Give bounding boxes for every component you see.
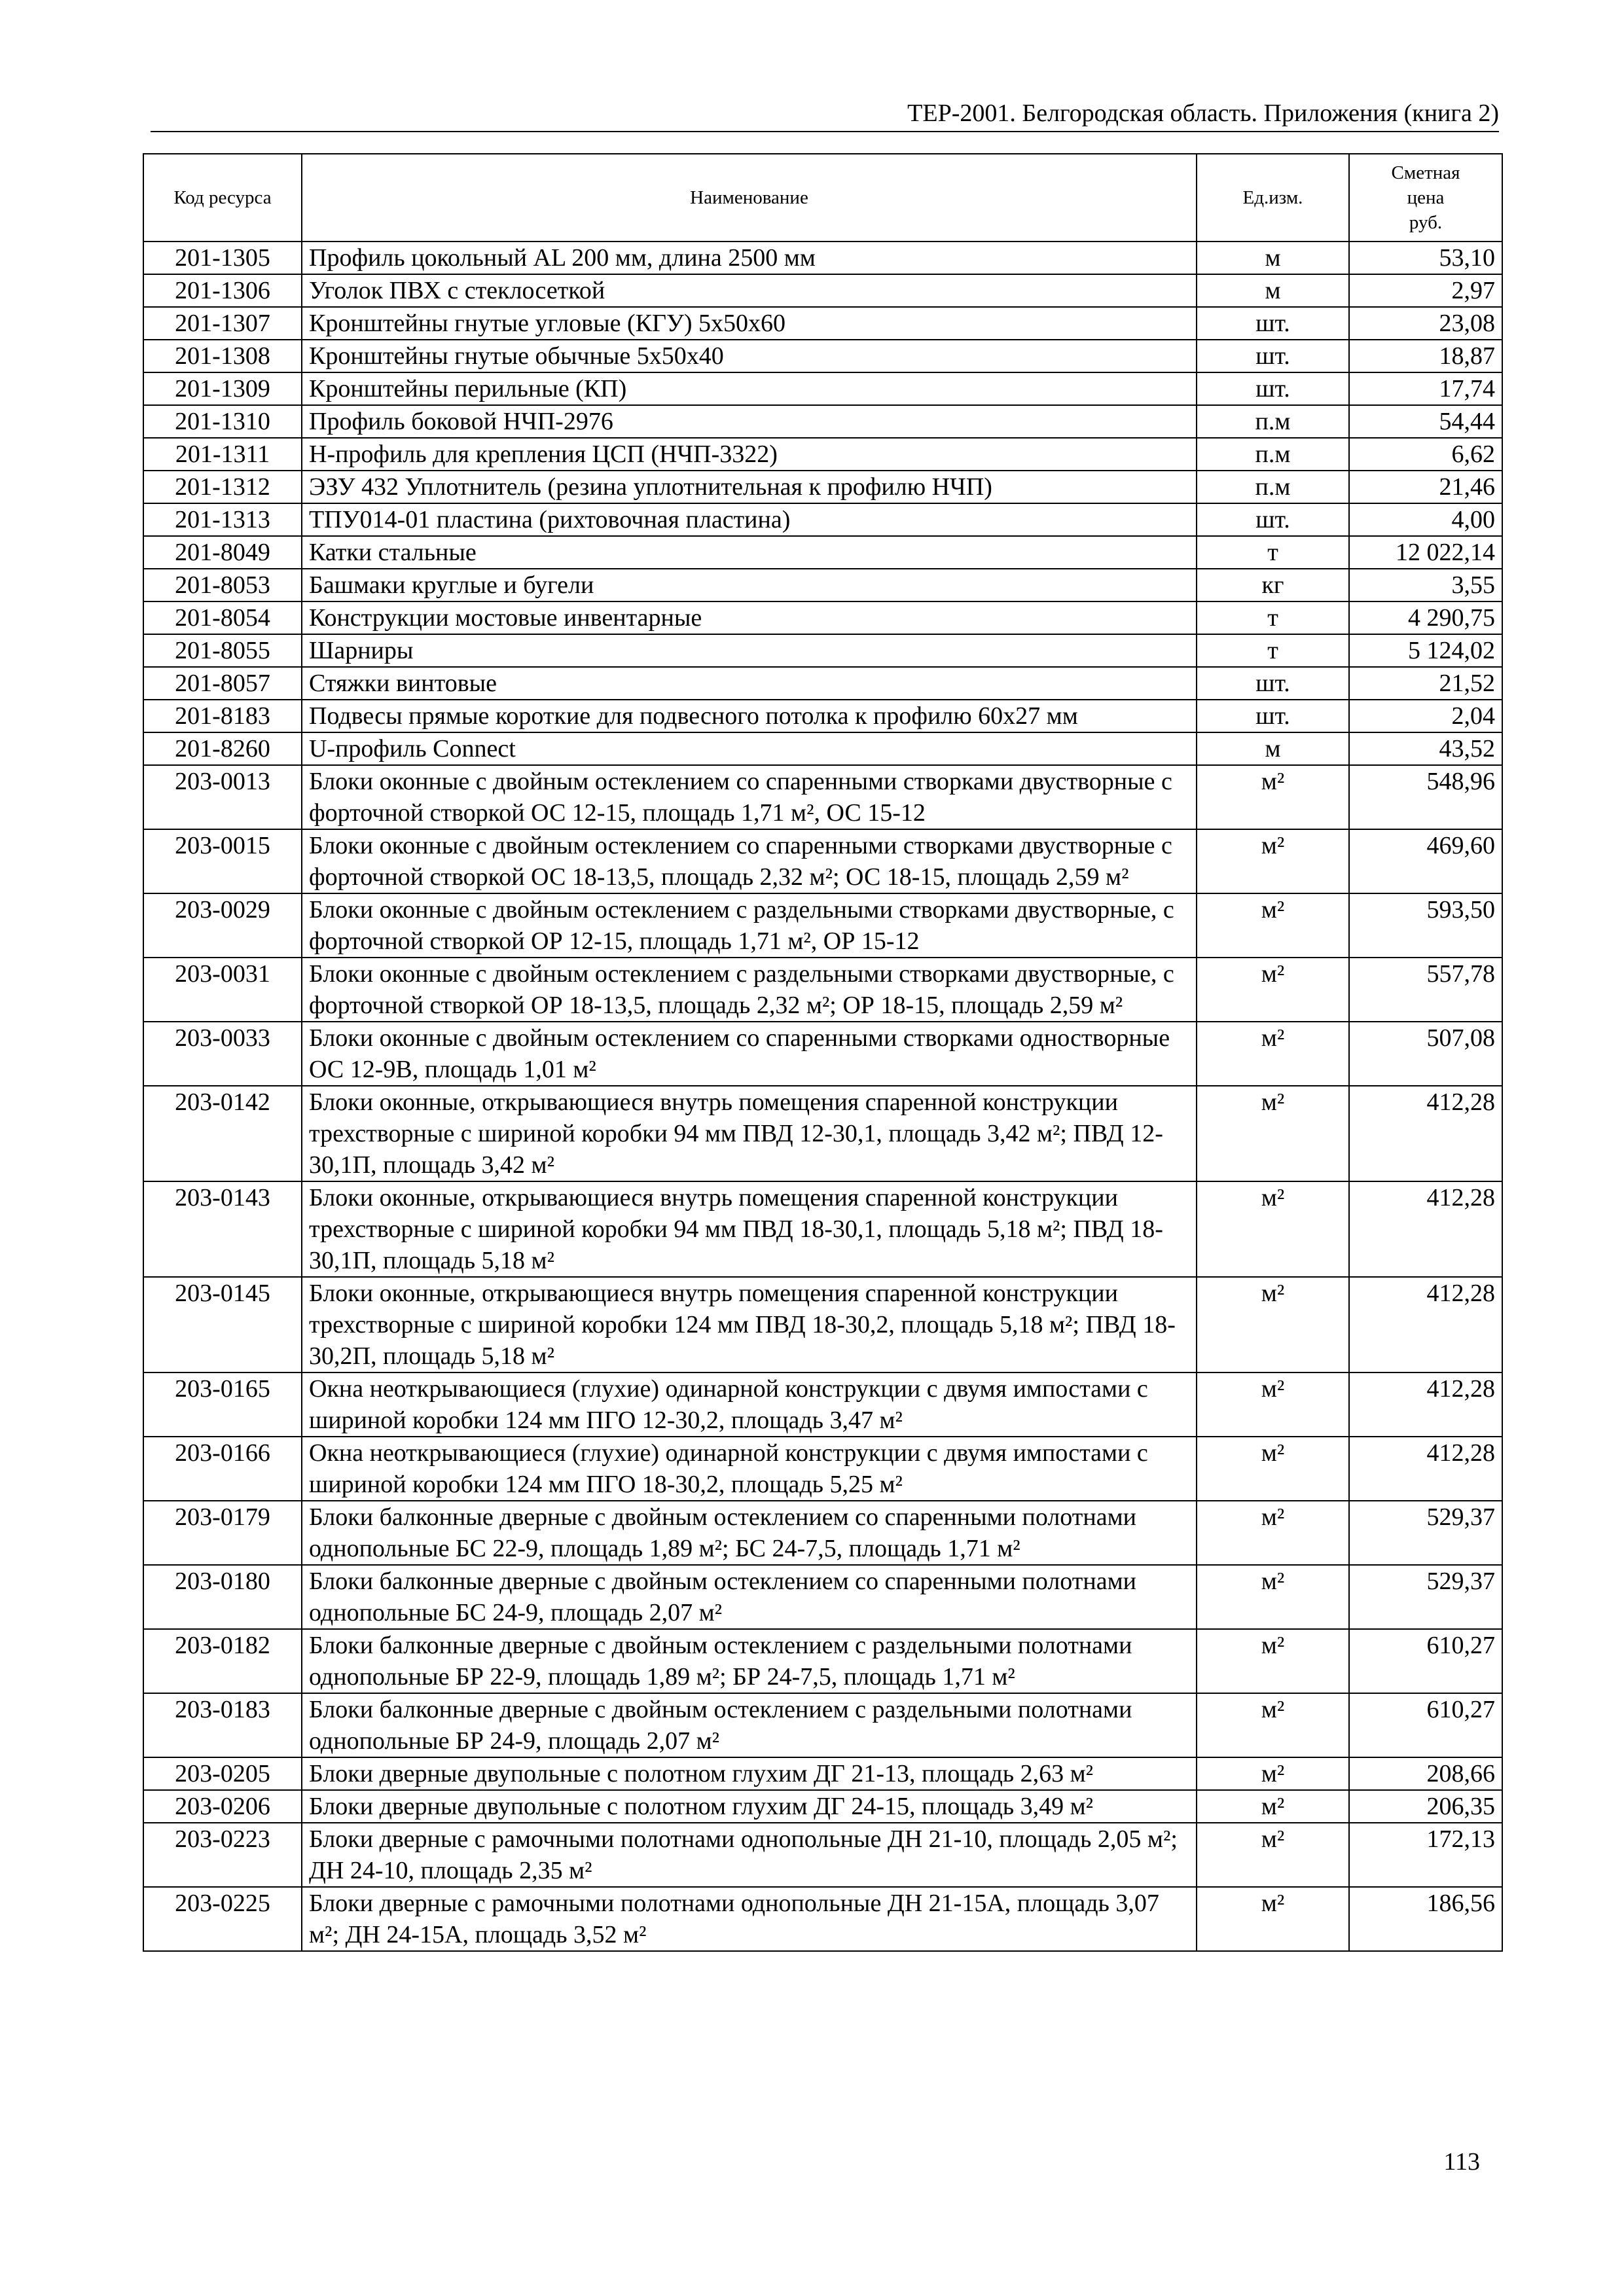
page-number: 113	[1443, 2148, 1480, 2176]
resource-code-cell: 201-8260	[143, 732, 302, 765]
resource-code-cell: 201-8057	[143, 667, 302, 700]
resource-name-cell: Кронштейны гнутые угловые (КГУ) 5х50х60	[302, 307, 1197, 340]
price-cell: 4 290,75	[1349, 601, 1502, 634]
price-cell: 5 124,02	[1349, 634, 1502, 667]
resource-name-cell: Блоки балконные дверные с двойным остеклением со спаренными полотнами однопольные БС 24-9, площадь 2,07 м²	[302, 1565, 1197, 1629]
page-header	[151, 98, 1499, 132]
unit-cell: м²	[1197, 958, 1349, 1022]
unit-cell: т	[1197, 601, 1349, 634]
table-row	[143, 536, 1502, 569]
price-cell: 412,28	[1349, 1372, 1502, 1437]
price-cell: 412,28	[1349, 1277, 1502, 1372]
table-row	[143, 1757, 1502, 1790]
resource-code-cell: 203-0143	[143, 1181, 302, 1277]
table-row	[143, 700, 1502, 732]
resource-name-cell: Блоки балконные дверные с двойным остеклением с раздельными полотнами однопольные БР 24-9, площадь 2,07 м²	[302, 1693, 1197, 1757]
price-cell: 21,46	[1349, 471, 1502, 503]
resource-name-cell: Кронштейны гнутые обычные 5х50х40	[302, 340, 1197, 372]
price-cell: 610,27	[1349, 1693, 1502, 1757]
table-row	[143, 1887, 1502, 1951]
resource-name-cell: Блоки оконные, открывающиеся внутрь помещения спаренной конструкции трехстворные с шириной коробки 94 мм ПВД 18-30,1, площадь 5,18 м²; ПВД 18-30,1П, площадь 5,18 м²	[302, 1181, 1197, 1277]
resource-name-cell: Профиль цокольный AL 200 мм, длина 2500 мм	[302, 242, 1197, 274]
price-cell: 412,28	[1349, 1086, 1502, 1181]
document-title: ТЕР-2001. Белгородская область. Приложения (книга 2)	[907, 99, 1499, 127]
resource-name-cell: Блоки оконные с двойным остеклением со спаренными створками двустворные с форточной створкой ОС 18-13,5, площадь 2,32 м²; ОС 18-15, площадь 2,59 м²	[302, 829, 1197, 893]
table-row	[143, 601, 1502, 634]
table-row	[143, 1181, 1502, 1277]
unit-cell: м	[1197, 242, 1349, 274]
table-row	[143, 958, 1502, 1022]
unit-cell: м²	[1197, 1086, 1349, 1181]
unit-cell: п.м	[1197, 471, 1349, 503]
unit-cell: м²	[1197, 1823, 1349, 1887]
unit-cell: м²	[1197, 829, 1349, 893]
resource-name-cell: Блоки оконные с двойным остеклением с раздельными створками двустворные, с форточной створкой ОР 18-13,5, площадь 2,32 м²; ОР 18-15, площадь 2,59 м²	[302, 958, 1197, 1022]
resource-code-cell: 201-8055	[143, 634, 302, 667]
unit-cell: шт.	[1197, 372, 1349, 405]
unit-cell: м²	[1197, 1022, 1349, 1086]
unit-cell: м²	[1197, 1372, 1349, 1437]
price-cell: 2,04	[1349, 700, 1502, 732]
table-row	[143, 1693, 1502, 1757]
unit-cell: т	[1197, 634, 1349, 667]
price-cell: 593,50	[1349, 893, 1502, 958]
price-cell: 17,74	[1349, 372, 1502, 405]
table-header-row	[143, 154, 1502, 242]
resource-name-cell: U-профиль Connect	[302, 732, 1197, 765]
resource-code-cell: 201-1311	[143, 438, 302, 471]
resource-code-cell: 203-0205	[143, 1757, 302, 1790]
resource-code-cell: 203-0182	[143, 1629, 302, 1693]
resource-code-cell: 203-0015	[143, 829, 302, 893]
resource-name-cell: ЭЗУ 432 Уплотнитель (резина уплотнительная к профилю НЧП)	[302, 471, 1197, 503]
resource-code-cell: 201-8053	[143, 569, 302, 601]
resource-name-cell: Уголок ПВХ с стеклосеткой	[302, 274, 1197, 307]
table-row	[143, 438, 1502, 471]
unit-cell: м²	[1197, 1277, 1349, 1372]
resource-code-cell: 203-0142	[143, 1086, 302, 1181]
price-cell: 54,44	[1349, 405, 1502, 438]
resource-code-cell: 201-1308	[143, 340, 302, 372]
resource-name-cell: Блоки оконные, открывающиеся внутрь помещения спаренной конструкции трехстворные с шириной коробки 124 мм ПВД 18-30,2, площадь 5,18 м²; ПВД 18-30,2П, площадь 5,18 м²	[302, 1277, 1197, 1372]
table-row	[143, 1501, 1502, 1565]
resource-code-cell: 203-0013	[143, 765, 302, 829]
resource-code-cell: 201-8183	[143, 700, 302, 732]
resource-name-cell: Окна неоткрывающиеся (глухие) одинарной конструкции с двумя импостами с шириной коробки 124 мм ПГО 18-30,2, площадь 5,25 м²	[302, 1437, 1197, 1501]
resource-name-cell: Блоки оконные с двойным остеклением с раздельными створками двустворные, с форточной створкой ОР 12-15, площадь 1,71 м², ОР 15-12	[302, 893, 1197, 958]
column-header-code: Код ресурса	[143, 154, 302, 242]
table-row	[143, 405, 1502, 438]
table-row	[143, 893, 1502, 958]
unit-cell: м²	[1197, 1501, 1349, 1565]
unit-cell: м	[1197, 732, 1349, 765]
resource-code-cell: 201-8049	[143, 536, 302, 569]
price-cell: 557,78	[1349, 958, 1502, 1022]
unit-cell: м²	[1197, 1693, 1349, 1757]
price-cell: 53,10	[1349, 242, 1502, 274]
resource-code-cell: 203-0206	[143, 1790, 302, 1823]
resource-name-cell: Блоки дверные с рамочными полотнами однопольные ДН 21-15А, площадь 3,07 м²; ДН 24-15А, площадь 3,52 м²	[302, 1887, 1197, 1951]
unit-cell: м²	[1197, 1629, 1349, 1693]
resource-name-cell: Профиль боковой НЧП-2976	[302, 405, 1197, 438]
resource-name-cell: Блоки оконные, открывающиеся внутрь помещения спаренной конструкции трехстворные с шириной коробки 94 мм ПВД 12-30,1, площадь 3,42 м²; ПВД 12-30,1П, площадь 3,42 м²	[302, 1086, 1197, 1181]
price-cell: 12 022,14	[1349, 536, 1502, 569]
resource-name-cell: Подвесы прямые короткие для подвесного потолка к профилю 60х27 мм	[302, 700, 1197, 732]
table-row	[143, 732, 1502, 765]
price-cell: 412,28	[1349, 1181, 1502, 1277]
price-cell: 208,66	[1349, 1757, 1502, 1790]
table-row	[143, 1823, 1502, 1887]
table-row	[143, 1086, 1502, 1181]
table-row	[143, 1022, 1502, 1086]
resource-name-cell: Блоки балконные дверные с двойным остеклением со спаренными полотнами однопольные БС 22-9, площадь 1,89 м²; БС 24-7,5, площадь 1,71 м²	[302, 1501, 1197, 1565]
resource-code-cell: 201-1313	[143, 503, 302, 536]
resource-name-cell: Стяжки винтовые	[302, 667, 1197, 700]
resource-code-cell: 201-1312	[143, 471, 302, 503]
price-cell: 18,87	[1349, 340, 1502, 372]
unit-cell: шт.	[1197, 340, 1349, 372]
unit-cell: п.м	[1197, 438, 1349, 471]
table-row	[143, 1437, 1502, 1501]
table-row	[143, 765, 1502, 829]
column-header-unit: Ед.изм.	[1197, 154, 1349, 242]
unit-cell: м²	[1197, 1181, 1349, 1277]
unit-cell: т	[1197, 536, 1349, 569]
price-cell: 21,52	[1349, 667, 1502, 700]
resource-name-cell: Н-профиль для крепления ЦСП (НЧП-3322)	[302, 438, 1197, 471]
table-row	[143, 1565, 1502, 1629]
table-row	[143, 340, 1502, 372]
table-row	[143, 829, 1502, 893]
unit-cell: м²	[1197, 765, 1349, 829]
resource-name-cell: Катки стальные	[302, 536, 1197, 569]
table-row	[143, 1277, 1502, 1372]
unit-cell: шт.	[1197, 667, 1349, 700]
resource-name-cell: Блоки дверные двупольные с полотном глухим ДГ 21-13, площадь 2,63 м²	[302, 1757, 1197, 1790]
table-row	[143, 242, 1502, 274]
resource-code-cell: 203-0183	[143, 1693, 302, 1757]
price-cell: 529,37	[1349, 1565, 1502, 1629]
unit-cell: м²	[1197, 1757, 1349, 1790]
resource-name-cell: Конструкции мостовые инвентарные	[302, 601, 1197, 634]
unit-cell: шт.	[1197, 700, 1349, 732]
table-body	[143, 242, 1502, 1951]
price-cell: 412,28	[1349, 1437, 1502, 1501]
unit-cell: м²	[1197, 1565, 1349, 1629]
resource-name-cell: Окна неоткрывающиеся (глухие) одинарной конструкции с двумя импостами с шириной коробки 124 мм ПГО 12-30,2, площадь 3,47 м²	[302, 1372, 1197, 1437]
resource-name-cell: ТПУ014-01 пластина (рихтовочная пластина)	[302, 503, 1197, 536]
price-cell: 469,60	[1349, 829, 1502, 893]
price-cell: 186,56	[1349, 1887, 1502, 1951]
resource-code-cell: 201-1310	[143, 405, 302, 438]
resource-code-cell: 203-0033	[143, 1022, 302, 1086]
table-row	[143, 372, 1502, 405]
resource-code-cell: 203-0180	[143, 1565, 302, 1629]
resource-code-cell: 203-0166	[143, 1437, 302, 1501]
unit-cell: п.м	[1197, 405, 1349, 438]
unit-cell: м²	[1197, 1437, 1349, 1501]
table-row	[143, 1790, 1502, 1823]
resource-code-cell: 203-0179	[143, 1501, 302, 1565]
table-row	[143, 1629, 1502, 1693]
unit-cell: м	[1197, 274, 1349, 307]
resource-name-cell: Блоки дверные двупольные с полотном глухим ДГ 24-15, площадь 3,49 м²	[302, 1790, 1197, 1823]
unit-cell: кг	[1197, 569, 1349, 601]
resource-code-cell: 203-0165	[143, 1372, 302, 1437]
price-cell: 2,97	[1349, 274, 1502, 307]
table-row	[143, 569, 1502, 601]
unit-cell: шт.	[1197, 307, 1349, 340]
unit-cell: шт.	[1197, 503, 1349, 536]
table-row	[143, 1372, 1502, 1437]
resource-code-cell: 203-0031	[143, 958, 302, 1022]
price-cell: 3,55	[1349, 569, 1502, 601]
resource-code-cell: 201-1305	[143, 242, 302, 274]
table-row	[143, 307, 1502, 340]
resource-name-cell: Кронштейны перильные (КП)	[302, 372, 1197, 405]
price-cell: 507,08	[1349, 1022, 1502, 1086]
table-row	[143, 503, 1502, 536]
resource-name-cell: Блоки оконные с двойным остеклением со спаренными створками двустворные с форточной створкой ОС 12-15, площадь 1,71 м², ОС 15-12	[302, 765, 1197, 829]
unit-cell: м²	[1197, 1790, 1349, 1823]
table-row	[143, 471, 1502, 503]
price-cell: 172,13	[1349, 1823, 1502, 1887]
resource-code-cell: 201-1307	[143, 307, 302, 340]
price-cell: 610,27	[1349, 1629, 1502, 1693]
price-cell: 206,35	[1349, 1790, 1502, 1823]
table-row	[143, 274, 1502, 307]
resource-code-cell: 201-8054	[143, 601, 302, 634]
resource-name-cell: Башмаки круглые и бугели	[302, 569, 1197, 601]
resource-code-cell: 203-0225	[143, 1887, 302, 1951]
resource-code-cell: 203-0223	[143, 1823, 302, 1887]
table-row	[143, 634, 1502, 667]
price-cell: 6,62	[1349, 438, 1502, 471]
price-cell: 4,00	[1349, 503, 1502, 536]
resource-name-cell: Блоки оконные с двойным остеклением со спаренными створками одностворные ОС 12-9В, площадь 1,01 м²	[302, 1022, 1197, 1086]
resource-price-table	[143, 153, 1503, 1952]
price-cell: 23,08	[1349, 307, 1502, 340]
resource-name-cell: Блоки дверные с рамочными полотнами однопольные ДН 21-10, площадь 2,05 м²; ДН 24-10, площадь 2,35 м²	[302, 1823, 1197, 1887]
price-cell: 548,96	[1349, 765, 1502, 829]
price-cell: 43,52	[1349, 732, 1502, 765]
unit-cell: м²	[1197, 1887, 1349, 1951]
price-cell: 529,37	[1349, 1501, 1502, 1565]
resource-name-cell: Блоки балконные дверные с двойным остеклением с раздельными полотнами однопольные БР 22-9, площадь 1,89 м²; БР 24-7,5, площадь 1,71 м²	[302, 1629, 1197, 1693]
resource-code-cell: 203-0029	[143, 893, 302, 958]
resource-code-cell: 201-1306	[143, 274, 302, 307]
unit-cell: м²	[1197, 893, 1349, 958]
table-row	[143, 667, 1502, 700]
column-header-price: Сметная цена руб.	[1349, 154, 1502, 242]
resource-code-cell: 203-0145	[143, 1277, 302, 1372]
column-header-name: Наименование	[302, 154, 1197, 242]
resource-code-cell: 201-1309	[143, 372, 302, 405]
resource-name-cell: Шарниры	[302, 634, 1197, 667]
